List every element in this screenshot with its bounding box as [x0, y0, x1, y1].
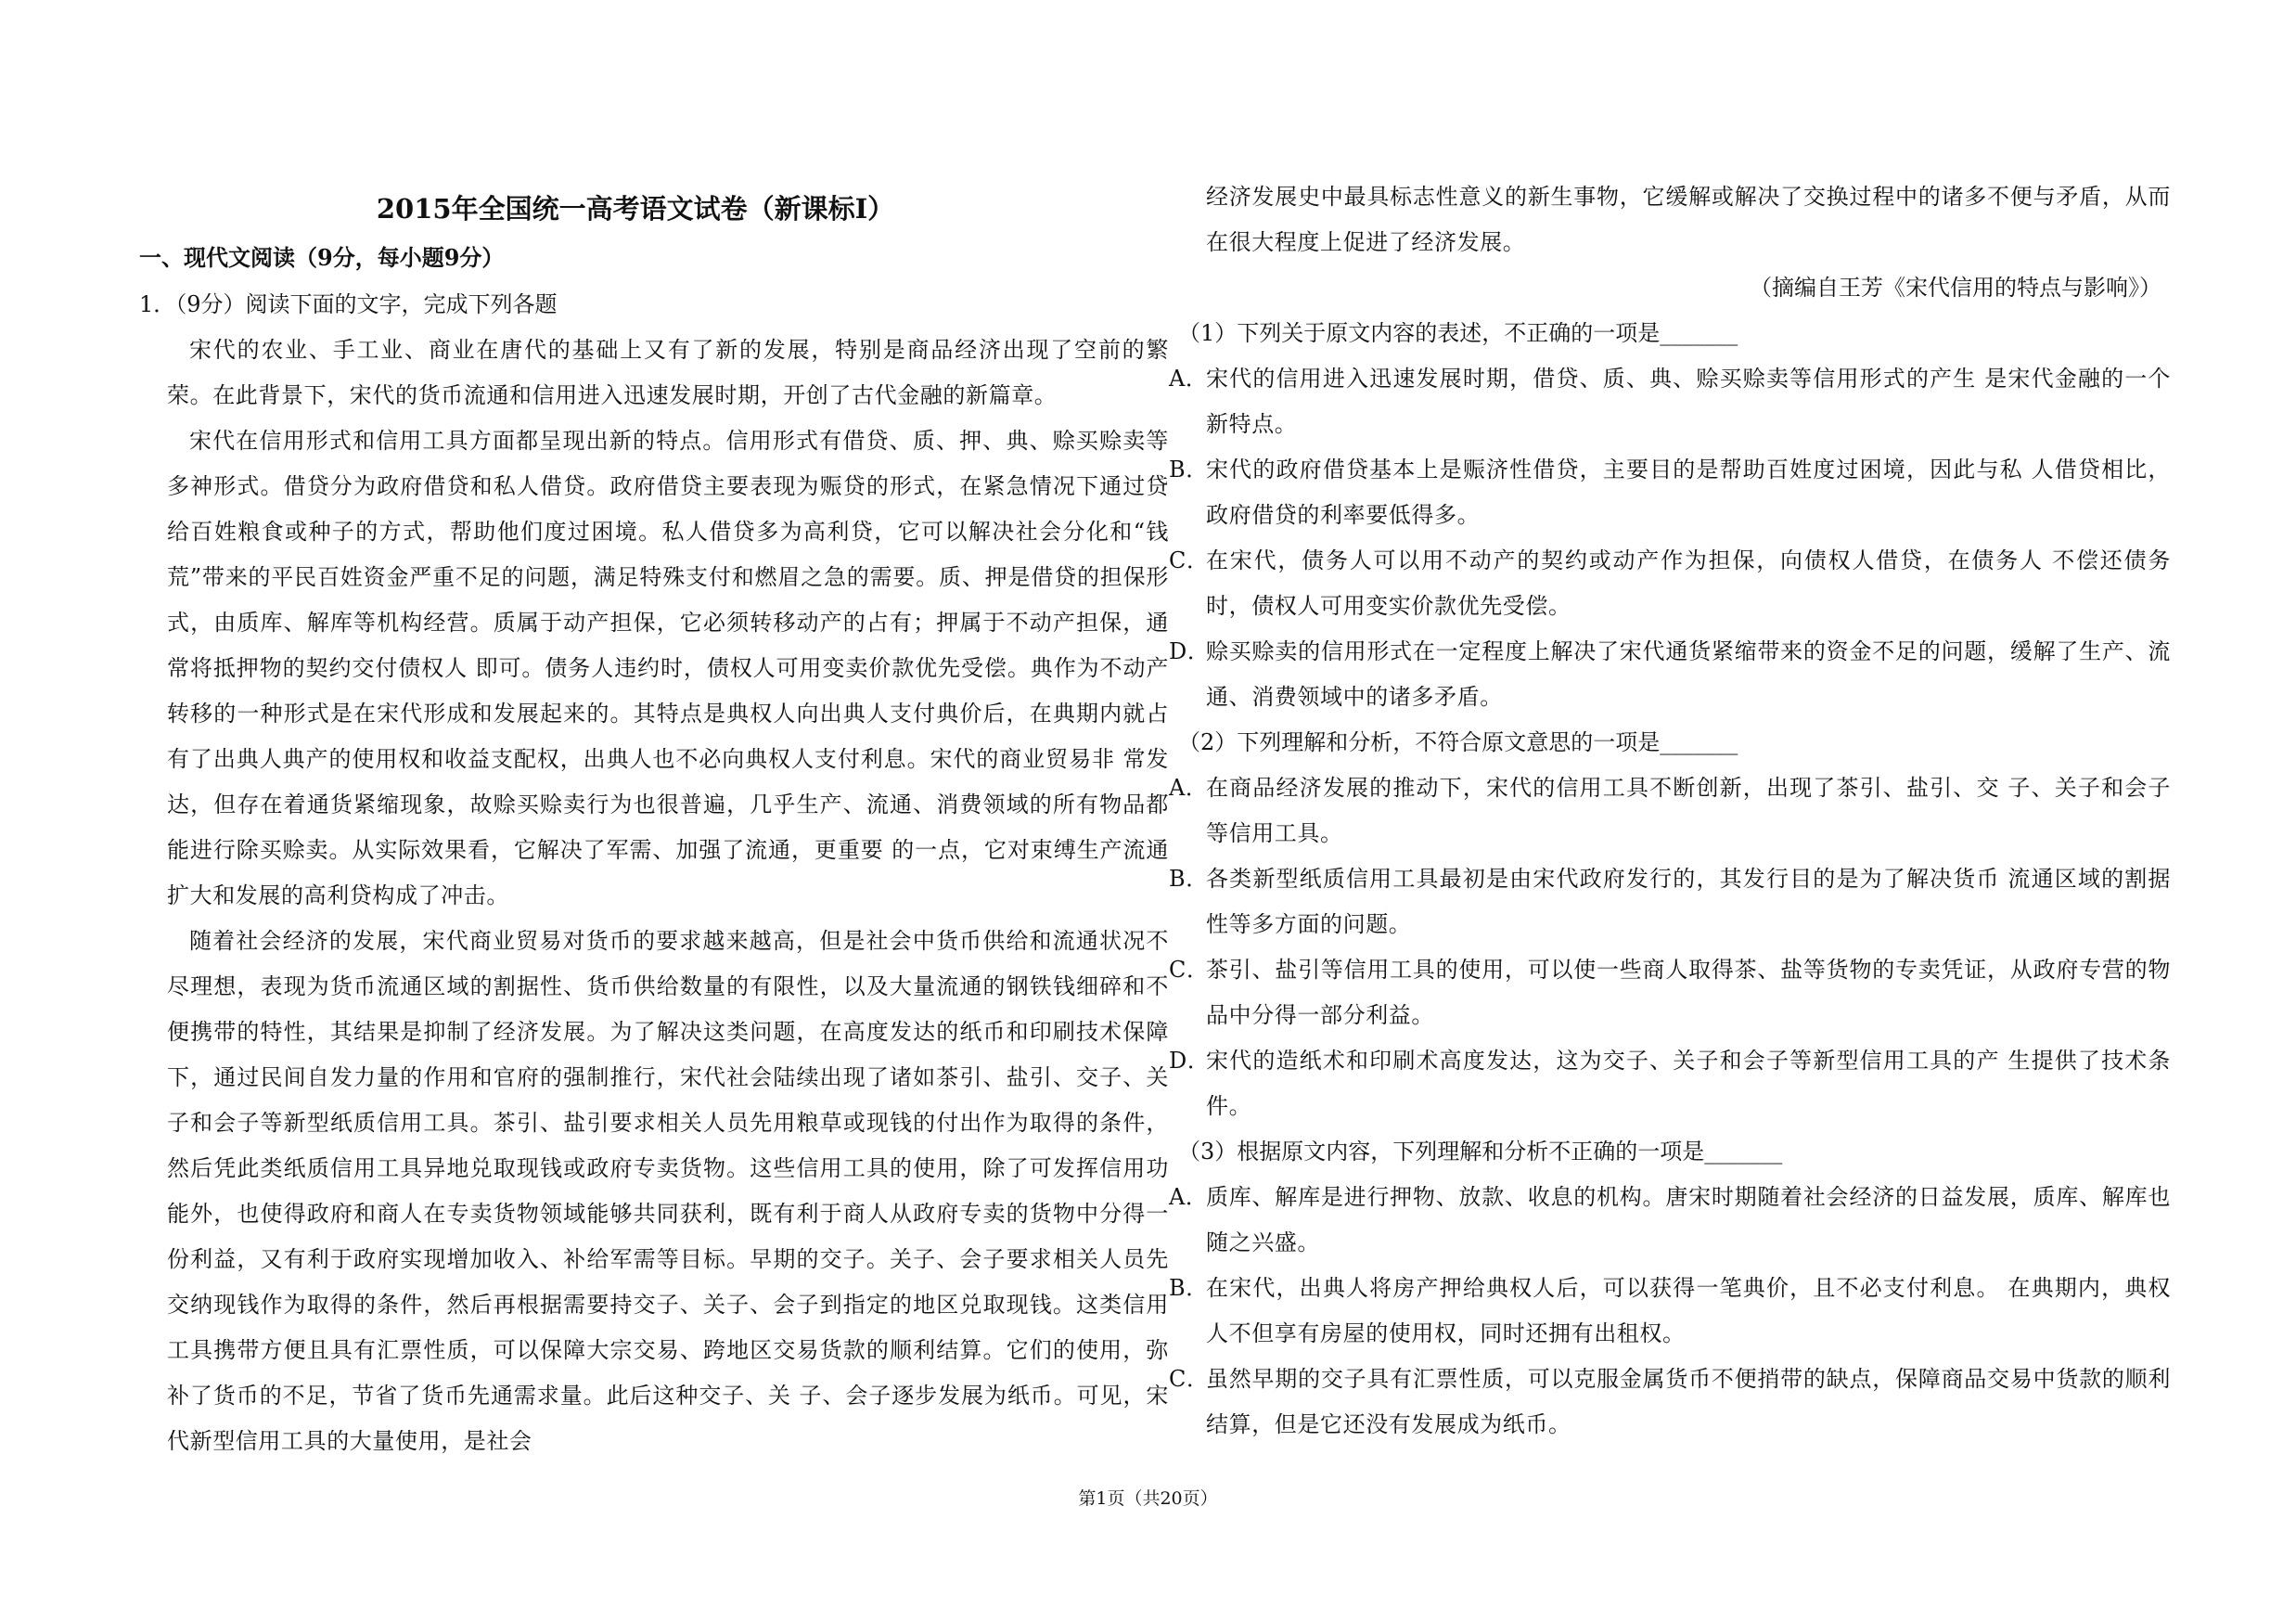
- passage-paragraph-3: 随着社会经济的发展，宋代商业贸易对货币的要求越来越高，但是社会中货币供给和流通状况不尽理想，表现为货币流通区域的割据性、货币供给数量的有限性，以及大量流通的钢铁钱细碎和不便携带的特性，其结果是抑制了经济发展。为了解决这类问题，在高度发达的纸币和印刷技术保障下，通过民间自发力量的作用和官府的强制推行，宋代社会陆续出现了诸如茶引、盐引、交子、关子和会子等新型纸质信用工具。茶引、盐引要求相关人员先用粮草或现钱的付出作为取得的条件，然后凭此类纸质信用工具异地兑取现钱或政府专卖货物。这些信用工具的使用，除了可发挥信用功能外，也使得政府和商人在专卖货物领域能够共同获利，既有利于商人从政府专卖的货物中分得一份利益，又有利于政府实现增加收入、补给军需等目标。早期的交子。关子、会子要求相关人员先交纳现钱作为取得的条件，然后再根据需要持交子、关子、会子到指定的地区兑取现钱。这类信用工具携带方便且具有汇票性质，可以保障大宗交易、跨地区交易货款的顺利结算。它们的使用，弥补了货币的不足，节省了货币先通需求量。此后这种交子、关 子、会子逐步发展为纸币。可见，宋代新型信用工具的大量使用，是社会: [167, 928, 1169, 1454]
- option-text: 茶引、盐引等信用工具的使用，可以使一些商人取得茶、盐等货物的专卖凭证，从政府专营的物品中分得一部分利益。: [1206, 957, 2171, 1028]
- reading-passage: [167, 328, 1169, 1464]
- option-letter: A．: [1169, 366, 1209, 392]
- sub-question-2-option-c: [1169, 947, 2171, 1038]
- exam-title: 2015年全国统一高考语文试卷（新课标I）: [376, 193, 895, 225]
- sub-question-2-option-b: [1169, 856, 2171, 947]
- passage-paragraph-1: 宋代的农业、手工业、商业在唐代的基础上又有了新的发展，特别是商品经济出现了空前的繁荣。在此背景下，宋代的货币流通和信用进入迅速发展时期，开创了古代金融的新篇章。: [167, 337, 1169, 408]
- sub-question-2-option-a: [1169, 766, 2171, 856]
- sub-question-3-option-c: [1169, 1357, 2171, 1448]
- option-text: 宋代的政府借贷基本上是赈济性借贷，主要目的是帮助百姓度过困境，因此与私 人借贷相比，政府借贷的利率要低得多。: [1206, 457, 2171, 528]
- option-text: 宋代的信用进入迅速发展时期，借贷、质、典、赊买赊卖等信用形式的产生 是宋代金融的一个新特点。: [1206, 366, 2171, 437]
- option-text: 在宋代，债务人可以用不动产的契约或动产作为担保，向债权人借贷，在债务人 不偿还债务时，债权人可用变实价款优先受偿。: [1206, 547, 2171, 619]
- passage-paragraph-2: 宋代在信用形式和信用工具方面都呈现出新的特点。信用形式有借贷、质、押、典、赊买赊卖等多神形式。借贷分为政府借贷和私人借贷。政府借贷主要表现为赈贷的形式，在紧急情况下通过贷给百姓粮食或种子的方式，帮助他们度过困境。私人借贷多为高利贷，它可以解决社会分化和“钱荒”带来的平民百姓资金严重不足的问题，满足特殊支付和燃眉之急的需要。质、押是借贷的担保形式，由质库、解库等机构经营。质属于动产担保，它必须转移动产的占有；押属于不动产担保，通常将抵押物的契约交付债权人 即可。债务人违约时，债权人可用变卖价款优先受偿。典作为不动产转移的一种形式是在宋代形成和发展起来的。其特点是典权人向出典人支付典价后，在典期内就占有了出典人典产的使用权和收益支配权，出典人也不必向典权人支付利息。宋代的商业贸易非 常发达，但存在着通货紧缩现象，故赊买赊卖行为也很普遍，几乎生产、流通、消费领域的所有物品都能进行除买赊卖。从实际效果看，它解决了军需、加强了流通，更重要 的一点，它对束缚生产流通扩大和发展的高利贷构成了冲击。: [167, 428, 1169, 908]
- sub-question-3-option-b: [1169, 1266, 2171, 1357]
- right-column-body: [1169, 174, 2171, 1448]
- passage-continued: 经济发展史中最具标志性意义的新生事物，它缓解或解决了交换过程中的诸多不便与矛盾，从而在很大程度上促进了经济发展。: [1206, 184, 2171, 255]
- option-letter: B．: [1169, 457, 1209, 483]
- sub-question-3-stem: （3）根据原文内容，下列理解和分析不正确的一项是_______: [1178, 1139, 1783, 1165]
- section-heading: 一、现代文阅读（9分，每小题9分）: [139, 244, 505, 271]
- page-footer: 第1页（共20页）: [1078, 1488, 1218, 1509]
- option-text: 在宋代，出典人将房产押给典权人后，可以获得一笔典价，且不必支付利息。 在典期内，典权人不但享有房屋的使用权，同时还拥有出租权。: [1206, 1275, 2171, 1346]
- sub-question-1-option-d: [1169, 629, 2171, 720]
- option-text: 质库、解库是进行押物、放款、收息的机构。唐宋时期随着社会经济的日益发展，质库、解库也随之兴盛。: [1206, 1184, 2171, 1255]
- option-letter: A．: [1169, 775, 1209, 801]
- option-letter: A．: [1169, 1184, 1209, 1210]
- option-letter: B．: [1169, 1275, 1209, 1301]
- option-text: 虽然早期的交子具有汇票性质，可以克服金属货币不便捎带的缺点，保障商品交易中货款的顺利结算，但是它还没有发展成为纸币。: [1206, 1366, 2171, 1437]
- option-text: 宋代的造纸术和印刷术高度发达，这为交子、关子和会子等新型信用工具的产 生提供了技术条件。: [1206, 1048, 2171, 1119]
- sub-question-2-stem: （2）下列理解和分析，不符合原文意思的一项是_______: [1178, 729, 1738, 755]
- option-letter: D．: [1169, 1048, 1211, 1074]
- sub-question-2-option-d: [1169, 1038, 2171, 1129]
- option-text: 赊买赊卖的信用形式在一定程度上解决了宋代通货紧缩带来的资金不足的问题，缓解了生产、流通、消费领域中的诸多矛盾。: [1206, 638, 2171, 710]
- question-heading: 1．（9分）阅读下面的文字，完成下列各题: [139, 291, 558, 317]
- sub-question-3-option-a: [1169, 1175, 2171, 1266]
- option-text: 在商品经济发展的推动下，宋代的信用工具不断创新，出现了茶引、盐引、交 子、关子和会子等信用工具。: [1206, 775, 2171, 846]
- option-letter: C．: [1169, 547, 1210, 573]
- sub-question-1-option-a: [1169, 356, 2171, 447]
- option-letter: D．: [1169, 638, 1211, 664]
- option-text: 各类新型纸质信用工具最初是由宋代政府发行的，其发行目的是为了解决货币 流通区域的割据性等多方面的问题。: [1206, 866, 2171, 937]
- option-letter: C．: [1169, 1366, 1210, 1392]
- passage-source: （摘编自王芳《宋代信用的特点与影响》）: [1750, 275, 2161, 301]
- sub-question-1-option-c: [1169, 538, 2171, 629]
- sub-question-1-option-b: [1169, 447, 2171, 538]
- option-letter: B．: [1169, 866, 1209, 892]
- option-letter: C．: [1169, 957, 1210, 983]
- sub-question-1-stem: （1）下列关于原文内容的表述，不正确的一项是_______: [1178, 320, 1738, 346]
